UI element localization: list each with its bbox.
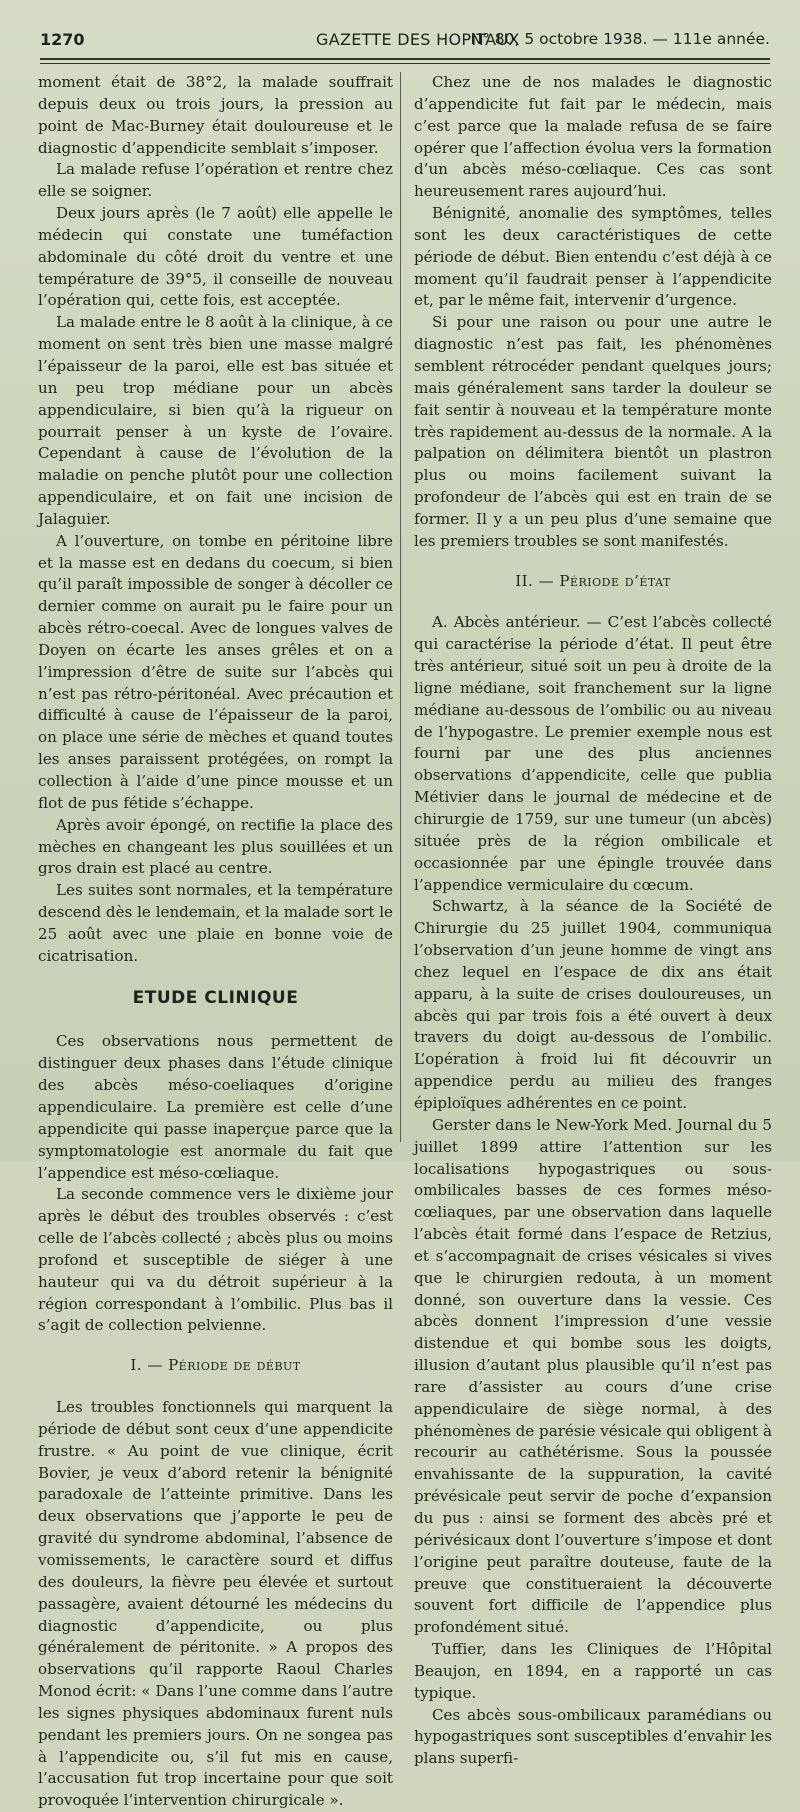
paragraph: La malade entre le 8 août à la clinique, à ce moment on sent très bien une masse malgré l’épaisseur de la paroi, elle est bas située et un peu trop médiane pour un abcès appendiculaire, si bien qu’à la rigueur on pourrait penser à un kyste de l’ovaire. Cependant à cause de l’évolution de la maladie on penche plutôt pour une collection appendiculaire, et on fait une incision de Jalaguier.	[38, 313, 393, 528]
paragraph: La seconde commence vers le dixième jour après le début des troubles observés : c’est celle de l’abcès collecté ; abcès plus ou moins profond et susceptible de siéger à une hauteur qui va du détroit supérieur à la région correspondant à l’ombilic. Plus bas il s’agit de collection pelvienne.	[38, 1185, 393, 1335]
paragraph: A l’ouverture, on tombe en péritoine libre et la masse est en dedans du coecum, si bien qu’il paraît impossible de songer à décoller ce dernier comme on aurait pu le faire pour un abcès rétro-coecal. Avec de longues valves de Doyen on écarte les anses grêles et on a l’impression d’être de suite sur l’abcès qui n’est pas rétro-péritonéal. Avec précaution et difficulté à cause de l’épaisseur de la paroi, on place une série de mèches et quand toutes les anses paraissent protégées, on rompt la collection à l’aide d’une pince mousse et un flot de pus fétide s’échappe.	[38, 531, 393, 812]
paragraph: La malade refuse l’opération et rentre chez elle se soigner.	[38, 160, 393, 201]
paragraph: Gerster dans le New-York Med. Journal du 5 juillet 1899 attire l’attention sur les localisations hypogastriques ou sous-ombilicales basses de ces formes méso-cœliaques, par une observation dans laquelle l’abcès était formé dans l’espace de Retzius, et s’accompagnait de crises vésicales si vives que le chirurgien redouta, à un moment donné, son ouverture dans la vessie. Ces abcès donnent l’impression d’une vessie distendue et qui bombe sous les doigts, illusion d’autant plus plausible qu’il n’est pas rare d’assister au cours d’une crise appendiculaire de siège normal, à des phénomènes de parésie vésicale qui obligent à recourir au cathétérisme. Sous la poussée envahissante de la suppuration, la cavité prévésicale peut servir de poche d’expansion du pus : ainsi se forment des abcès pré et périvésicaux dont l’ouverture s’impose et dont l’origine peut paraître douteuse, faute de la preuve que constitueraient la découverte souvent fort difficile de l’appendice plus profondément situé.	[414, 1115, 772, 1637]
paragraph: Après avoir épongé, on rectifie la place des mèches en changeant les plus souillées et un gros drain est placé au centre.	[38, 815, 393, 878]
page-header	[30, 30, 770, 56]
header-rule-thick	[40, 58, 770, 60]
journal-title: GAZETTE DES HOPITAUX	[316, 30, 520, 49]
paragraph: A. Abcès antérieur. — C’est l’abcès collecté qui caractérise la période d’état. Il peut être très antérieur, situé soit un peu à droite de la ligne médiane, soit franchement sur la ligne médiane au-dessous de l’ombilic ou au niveau de l’hypogastre. Le premier exemple nous est fourni par une des plus anciennes observations d’appendicite, celle que publia Métivier dans le journal de médecine et de chirurgie de 1759, sur une tumeur (un abcès) située près de la région ombilicale et occasionnée par une épingle trouvée dans l’appendice vermiculaire du cœcum.	[414, 613, 772, 894]
subsection-title: Période de début	[168, 1356, 301, 1375]
paragraph: Les troubles fonctionnels qui marquent la période de début sont ceux d’une appendicite frustre. « Au point de vue clinique, écrit Bovier, je veux d’abord retenir la bénignité paradoxale de l’atteinte primitive. Dans les deux observations que j’apporte le peu de gravité du syndrome abdominal, l’absence de vomissements, le caractère sourd et diffus des douleurs, la fièvre peu élevée et surtout passagère, avaient détourné les médecins du diagnostic d’appendicite, ou plus généralement de péritonite. » A propos des observations qu’il rapporte Raoul Charles Monod écrit: « Dans l’une comme dans l’autre les signes physiques abdominaux furent nuls pendant les premiers jours. On ne songea pas à l’appendicite ou, s’il fut mis en cause, l’accusation fut trop incertaine pour que soit provoquée l’intervention chirurgicale ».	[38, 1398, 393, 1810]
header-rule-thin	[40, 63, 770, 64]
paragraph: Ces abcès sous-ombilicaux paramédians ou hypogastriques sont susceptibles d’envahir les plans superfi-	[414, 1705, 772, 1768]
subsection-heading	[414, 571, 772, 593]
paragraph: moment était de 38°2, la malade souffrait depuis deux ou trois jours, la pression au point de Mac-Burney était douloureuse et le diagnostic d’appendicite semblait s’imposer.	[38, 73, 393, 157]
subsection-number: II. —	[515, 571, 560, 590]
paragraph: Si pour une raison ou pour une autre le diagnostic n’est pas fait, les phénomènes semblent rétrocéder pendant quelques jours; mais généralement sans tarder la douleur se fait sentir à nouveau et la température monte très rapidement au-dessus de la normale. A la palpation on délimitera bientôt un plastron plus ou moins facilement suivant la profondeur de l’abcès qui est en train de se former. Il y a un peu plus d’une semaine que les premiers troubles se sont manifestés.	[414, 313, 772, 550]
left-column	[38, 72, 393, 1812]
paragraph: Deux jours après (le 7 août) elle appelle le médecin qui constate une tuméfaction abdominale du côté droit du ventre et une température de 39°5, il conseille de nouveau l’opération qui, cette fois, est acceptée.	[38, 204, 393, 310]
page-number: 1270	[40, 30, 85, 49]
subsection-number: I. —	[130, 1356, 169, 1375]
subsection-heading	[38, 1355, 393, 1377]
paragraph: Bénignité, anomalie des symptômes, telles sont les deux caractéristiques de cette période de début. Bien entendu c’est déjà à ce moment qu’il faudrait penser à l’appendicite et, par le même fait, intervenir d’urgence.	[414, 204, 772, 310]
paragraph: Ces observations nous permettent de distinguer deux phases dans l’étude clinique des abcès méso-coeliaques d’origine appendiculaire. La première est celle d’une appendicite qui passe inaperçue parce que la symptomatologie est anormale du fait que l’appendice est méso-cœliaque.	[38, 1032, 393, 1182]
paragraph: Les suites sont normales, et la température descend dès le lendemain, et la malade sort le 25 août avec une plaie en bonne voie de cicatrisation.	[38, 881, 393, 965]
right-column	[414, 72, 772, 1770]
paragraph: Schwartz, à la séance de la Société de Chirurgie du 25 juillet 1904, communiqua l’observation d’un jeune homme de vingt ans chez lequel en l’espace de dix ans était apparu, à la suite de crises douloureuses, un abcès qui par trois fois a été ouvert à deux travers du doigt au-dessous de l’ombilic. L’opération à froid lui fit découvrir un appendice perdu au milieu des franges épiploïques adhérentes en ce point.	[414, 897, 772, 1112]
paragraph: Chez une de nos malades le diagnostic d’appendicite fut fait par le médecin, mais c’est parce que la malade refusa de se faire opérer que l’affection évolua vers la formation d’un abcès méso-cœliaque. Ces cas sont heureusement rares aujourd’hui.	[414, 73, 772, 201]
paragraph: Tuffier, dans les Cliniques de l’Hôpital Beaujon, en 1894, en a rapporté un cas typique.	[414, 1640, 772, 1702]
issue-date: N° 80, 5 octobre 1938. — 111e année.	[470, 30, 770, 48]
section-title: ETUDE CLINIQUE	[132, 987, 299, 1008]
column-divider	[400, 72, 401, 1142]
subsection-title: Période d’état	[559, 571, 671, 590]
